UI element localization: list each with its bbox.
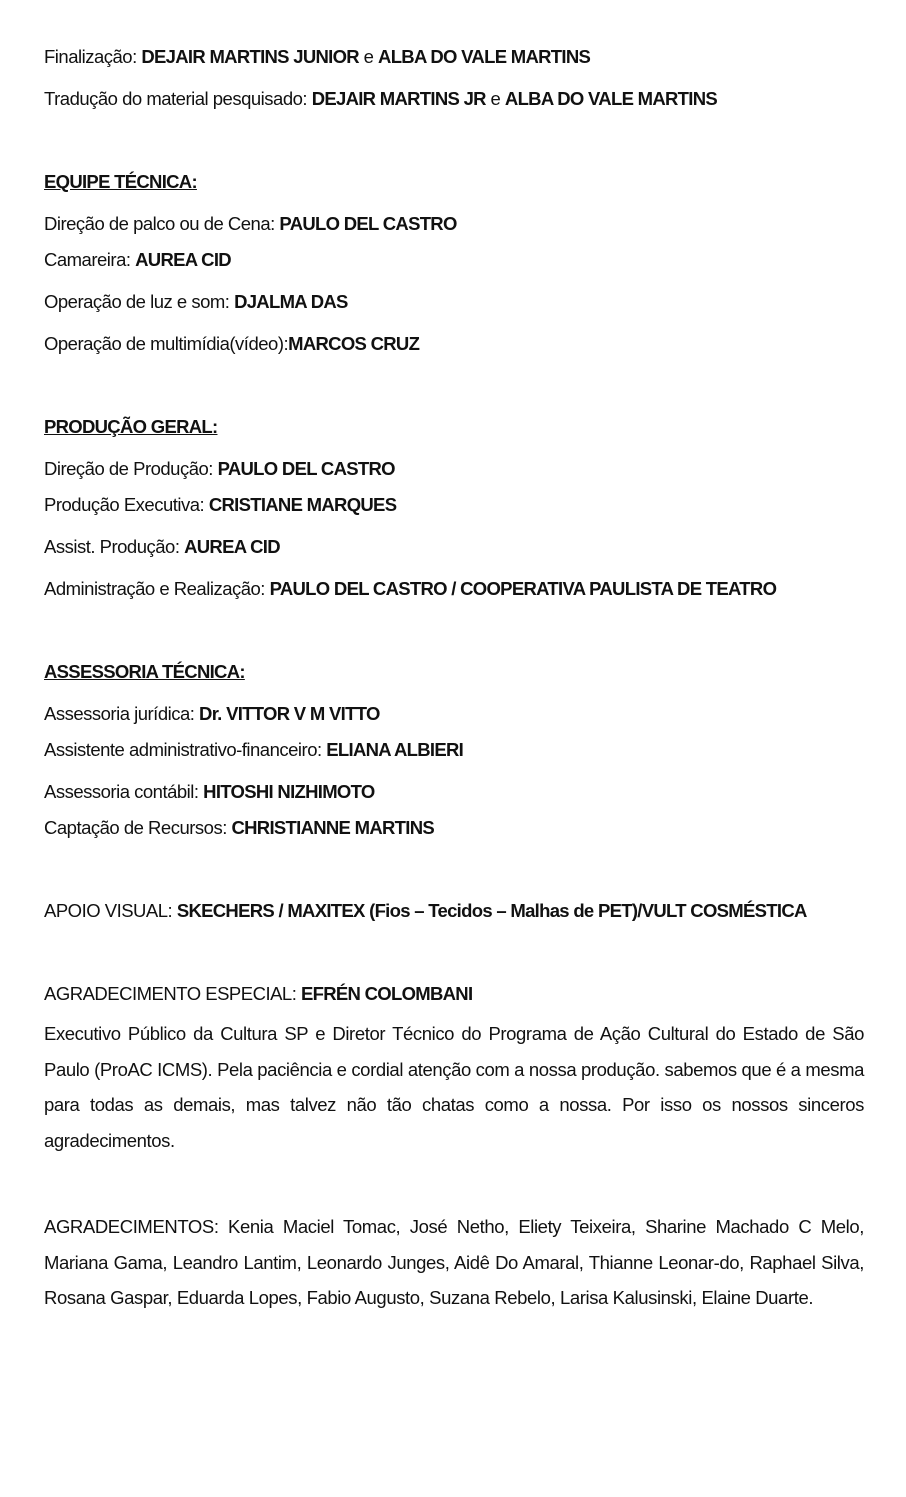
credit-value: PAULO DEL CASTRO — [279, 213, 457, 234]
credit-value: ELIANA ALBIERI — [326, 739, 464, 760]
credit-value: CRISTIANE MARQUES — [208, 494, 397, 515]
credit-value: EFRÉN COLOMBANI — [301, 983, 473, 1004]
section-heading-assessoria: ASSESSORIA TÉCNICA: — [44, 661, 245, 682]
credit-line — [44, 816, 434, 840]
credit-value: Dr. VITTOR V M VITTO — [199, 703, 380, 724]
credit-line — [44, 212, 457, 236]
credit-line — [44, 702, 380, 726]
credit-line — [44, 290, 348, 314]
credit-line — [44, 535, 280, 559]
credit-label: Direção de Produção: — [44, 458, 218, 479]
agradecimentos-paragraph: AGRADECIMENTOS: Kenia Maciel Tomac, José Netho, Eliety Teixeira, Sharine Machado C Melo, Mariana Gama, Leandro Lantim, Leonardo Junges, Aidê Do Amaral, Thianne Leonar-do, Raphael Silva, Rosana Gaspar, Eduarda Lopes, Fabio Augusto, Suzana Rebelo, Larisa Kalusinski, Elaine Duarte. — [44, 1216, 864, 1308]
credit-label: Assist. Produção: — [44, 536, 185, 557]
credit-value: CHRISTIANNE MARTINS — [231, 817, 434, 838]
credit-line — [44, 332, 419, 356]
credit-label: APOIO VISUAL: — [44, 900, 177, 921]
credit-value: PAULO DEL CASTRO / COOPERATIVA PAULISTA DE TEATRO — [269, 578, 777, 599]
credit-label: Assessoria jurídica: — [44, 703, 200, 724]
section-heading-producao: PRODUÇÃO GERAL: — [44, 416, 218, 437]
section-heading-equipe: EQUIPE TÉCNICA: — [44, 171, 197, 192]
credit-label: Assistente administrativo-financeiro: — [44, 739, 327, 760]
credit-label: Direção de palco ou de Cena: — [44, 213, 280, 234]
credit-label: Operação de luz e som: — [44, 291, 235, 312]
credit-label: Administração e Realização: — [44, 578, 270, 599]
credit-label: Produção Executiva: — [44, 494, 209, 515]
credit-join: e — [485, 88, 505, 109]
agradecimento-especial-paragraph: Executivo Público da Cultura SP e Diretor Técnico do Programa de Ação Cultural do Estado de São Paulo (ProAC ICMS). Pela paciência e cordial atenção com a nossa produção. sabemos que é a mesma para todas as demais, mas talvez não tão chatas como a nossa. Por isso os nossos sinceros agradecimentos. — [44, 1023, 864, 1151]
credit-value: DEJAIR MARTINS JR — [311, 88, 486, 109]
credit-label: Finalização: — [44, 46, 142, 67]
credit-value: MARCOS CRUZ — [288, 333, 420, 354]
credit-line-apoio — [44, 899, 807, 923]
credit-value: HITOSHI NIZHIMOTO — [203, 781, 375, 802]
credit-value-2: ALBA DO VALE MARTINS — [378, 46, 591, 67]
credit-line — [44, 493, 396, 517]
credit-value: DJALMA DAS — [234, 291, 348, 312]
credit-label: Tradução do material pesquisado: — [44, 88, 312, 109]
credit-value: PAULO DEL CASTRO — [217, 458, 395, 479]
credit-line — [44, 457, 395, 481]
credit-value: AUREA CID — [135, 249, 231, 270]
credit-label: Captação de Recursos: — [44, 817, 232, 838]
credit-label: Operação de multimídia(vídeo): — [44, 333, 289, 354]
credit-line-finalizacao — [44, 45, 590, 69]
credit-line — [44, 738, 463, 762]
credit-value-2: ALBA DO VALE MARTINS — [504, 88, 718, 109]
credit-line — [44, 577, 776, 601]
credit-value: AUREA CID — [184, 536, 280, 557]
credit-label: Camareira: — [44, 249, 136, 270]
credit-line-traducao — [44, 87, 717, 111]
credit-value: SKECHERS / MAXITEX (Fios – Tecidos – Malhas de PET)/VULT COSMÉSTICA — [176, 900, 807, 921]
credit-line — [44, 780, 375, 804]
credit-line — [44, 248, 231, 272]
credit-label: AGRADECIMENTO ESPECIAL: — [44, 983, 301, 1004]
credit-value: DEJAIR MARTINS JUNIOR — [141, 46, 359, 67]
credit-label: Assessoria contábil: — [44, 781, 204, 802]
credit-join: e — [358, 46, 379, 67]
credit-line-agradecimento-especial — [44, 982, 472, 1006]
